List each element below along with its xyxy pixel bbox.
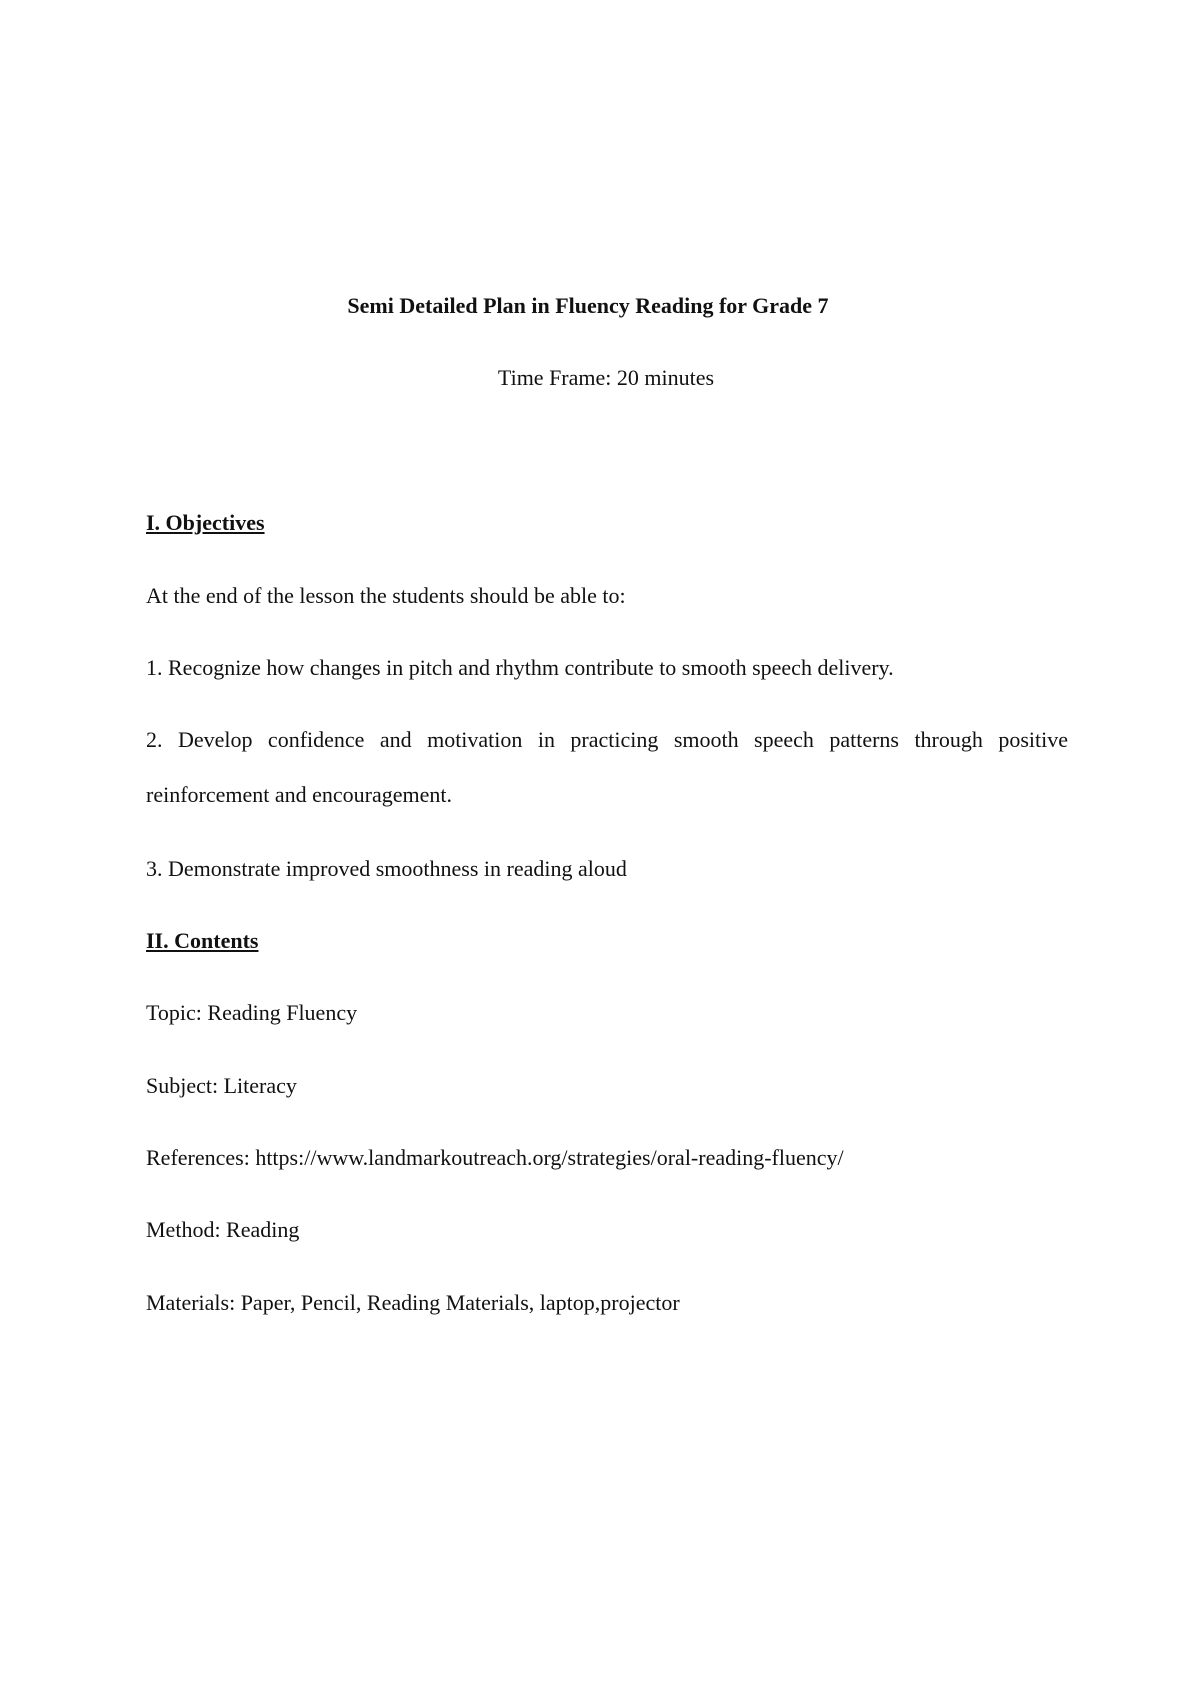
objective-item-1: 1. Recognize how changes in pitch and rhythm contribute to smooth speech delivery.	[146, 655, 894, 680]
document-title: Semi Detailed Plan in Fluency Reading for Grade 7	[347, 293, 829, 318]
time-frame: Time Frame: 20 minutes	[497, 365, 715, 390]
objectives-heading: I. Objectives	[146, 510, 265, 535]
contents-subject: Subject: Literacy	[146, 1073, 297, 1098]
objective-item-2-continued: reinforcement and encouragement.	[146, 782, 453, 807]
objective-item-3: 3. Demonstrate improved smoothness in reading aloud	[146, 856, 627, 881]
contents-heading: II. Contents	[146, 928, 259, 953]
contents-materials: Materials: Paper, Pencil, Reading Materials, laptop,projector	[146, 1290, 680, 1315]
objective-item-2: 2. Develop confidence and motivation in practicing smooth speech patterns through positive	[146, 727, 1068, 752]
contents-references: References: https://www.landmarkoutreach.org/strategies/oral-reading-fluency/	[146, 1145, 844, 1170]
contents-topic: Topic: Reading Fluency	[146, 1000, 358, 1025]
objectives-intro: At the end of the lesson the students should be able to:	[146, 583, 626, 608]
contents-method: Method: Reading	[146, 1217, 300, 1242]
